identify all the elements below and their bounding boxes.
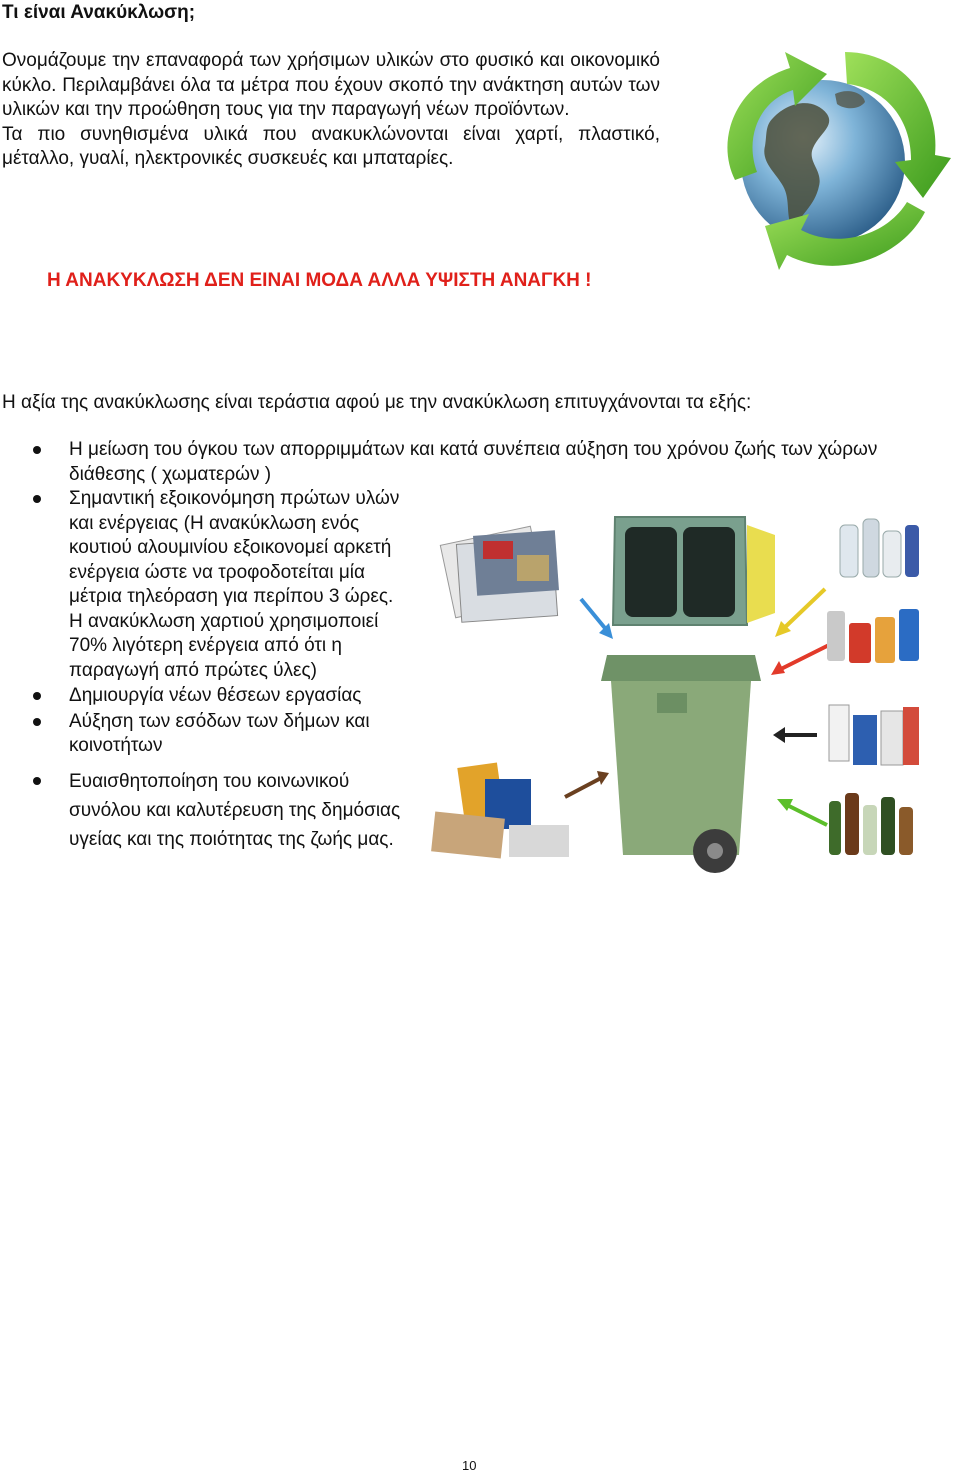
newspapers-image <box>440 526 559 622</box>
bullet-icon <box>33 446 41 454</box>
list-item: Σημαντική εξοικονόμηση πρώτων υλών και ενέργειας (Η ανακύκλωση ενός κουτιού αλουμινίου εξοικονομεί αρκετή ενέργεια ώστε να τροφοδοτείται μία μέτρια τηλεόραση για περίπου 3 ώρες. Η ανακύκλωση χαρτιού χρησιμοποιεί 70% λιγότερη ενέργεια από ότι η παραγωγή από πρώτες ύλες) <box>0 487 409 683</box>
wheelie-bin <box>601 655 761 873</box>
intro-text <box>2 49 660 172</box>
bullet-icon <box>33 718 41 726</box>
recycling-bin-illustration <box>425 495 935 905</box>
list-item: Ευαισθητοποίηση του κοινωνικού συνόλου και καλυτέρευση της δημόσιας υγείας και της ποιότητας της ζωής μας. <box>0 767 409 854</box>
recycling-globe-illustration <box>695 30 955 290</box>
arrow-black-head <box>773 727 785 743</box>
intro-paragraph-2: Τα πιο συνηθισμένα υλικά που ανακυκλώνονται είναι χαρτί, πλαστικό, μέταλλο, γυαλί, ηλεκτρονικές συσκευές και μπαταρίες. <box>2 123 660 169</box>
bullet-icon <box>33 495 41 503</box>
bullet-icon <box>33 777 41 785</box>
arrow-red <box>777 645 829 671</box>
bullet-icon <box>33 692 41 700</box>
page-number: 10 <box>462 1458 477 1473</box>
value-intro: Η αξία της ανακύκλωσης είναι τεράστια αφού με την ανακύκλωση επιτυγχάνονται τα εξής: <box>2 392 752 413</box>
page-heading: Τι είναι Ανακύκλωση; <box>2 2 196 23</box>
recycling-slogan: Η ΑΝΑΚΥΚΛΩΣΗ ΔΕΝ ΕΙΝΑΙ ΜΟΔΑ ΑΛΛΑ ΥΨΙΣΤΗ ΑΝΑΓΚΗ ! <box>47 270 592 291</box>
list-item: Η μείωση του όγκου των απορριμμάτων και κατά συνέπεια αύξηση του χρόνου ζωής των χώρων διάθεσης ( χωματερών ) <box>0 438 909 487</box>
intro-paragraph-1: Ονομάζουμε την επαναφορά των χρήσιμων υλικών στο φυσικό και οικονομικό κύκλο. Περιλαμβάνει όλα τα μέτρα που έχουν σκοπό την ανάκτηση αυτών των υλικών και την προώθηση τους για την παραγωγή νέων προϊόντων. <box>2 50 660 120</box>
cans-image <box>827 609 919 663</box>
arrow-green <box>783 803 827 825</box>
cardboard-image <box>431 762 569 858</box>
list-item: Δημιουργία νέων θέσεων εργασίας <box>0 684 409 709</box>
glass-bottles-image <box>829 793 913 855</box>
arrow-yellow <box>781 589 825 631</box>
list-item: Αύξηση των εσόδων των δήμων και κοινοτήτων <box>0 710 409 759</box>
bin-top-view <box>613 517 775 625</box>
plastic-bottles-image <box>840 519 919 577</box>
cartons-image <box>829 705 919 765</box>
arrow-brown <box>565 777 603 797</box>
